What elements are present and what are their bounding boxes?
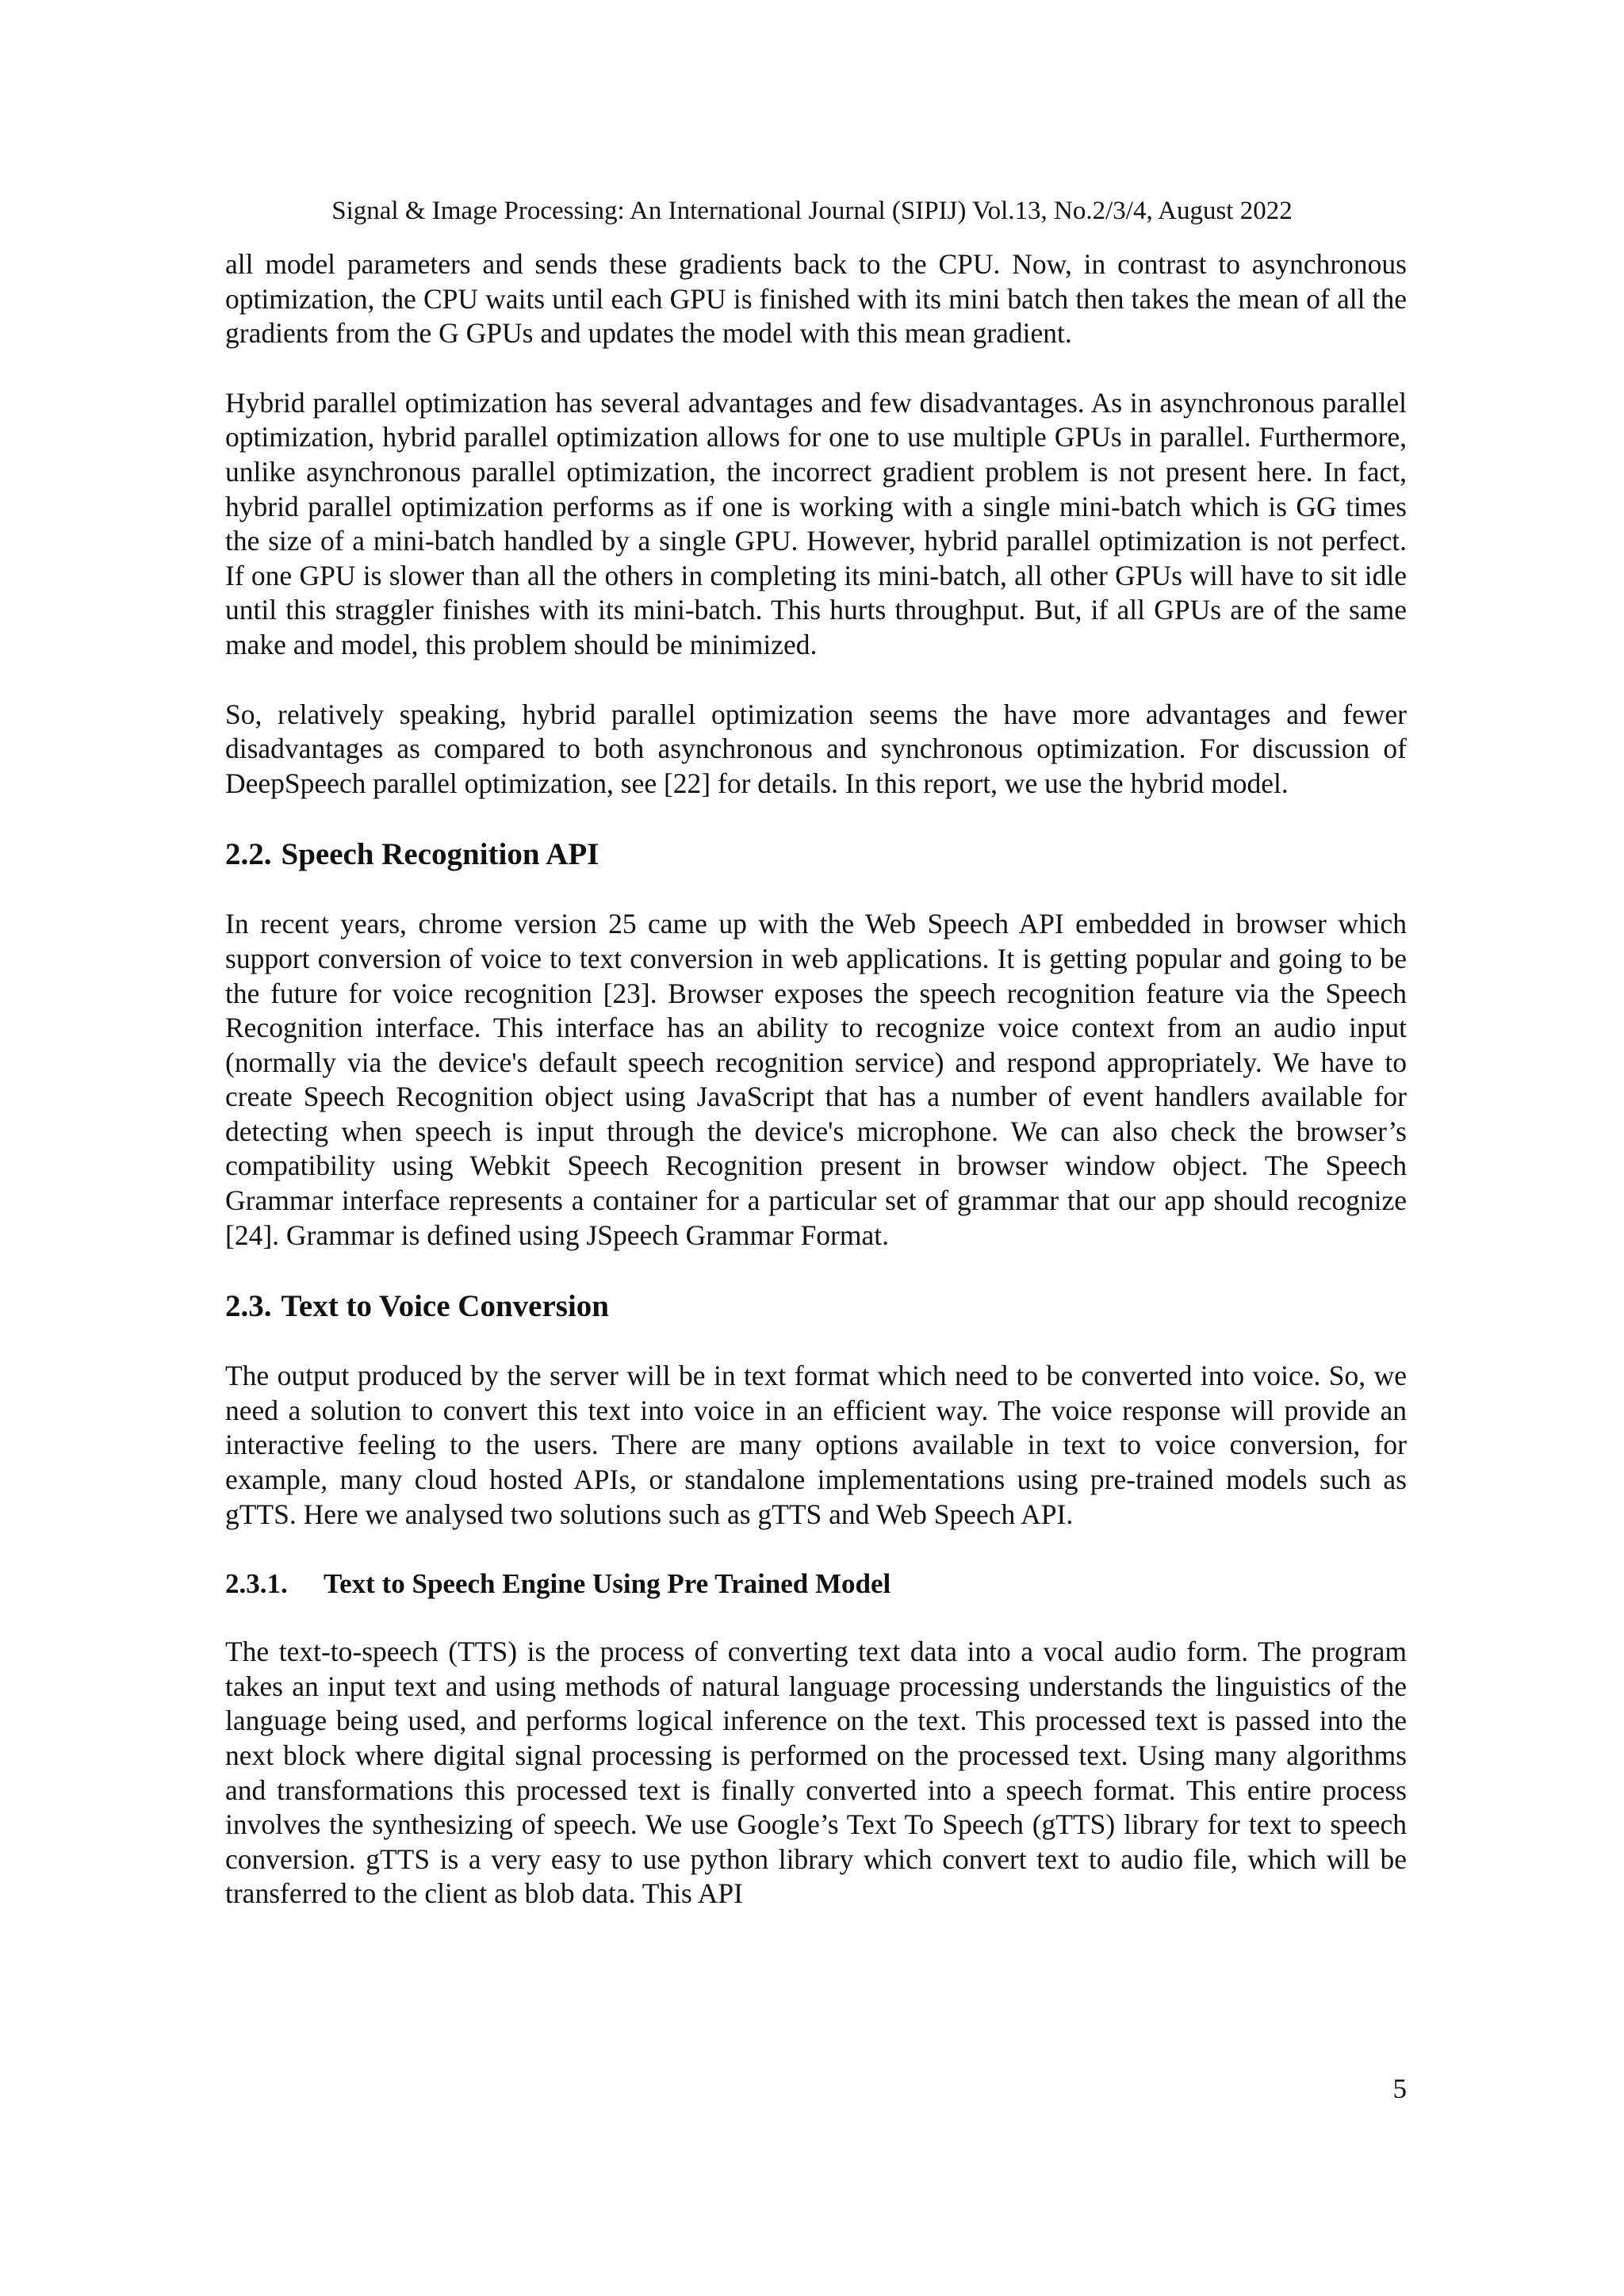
section-heading-text-to-voice bbox=[225, 1288, 1407, 1326]
section-title: Speech Recognition API bbox=[281, 837, 599, 872]
paragraph-text-to-voice: The output produced by the server will be in text format which need to be converted into voice. So, we need a solution to convert this text into voice in an efficient way. The voice response will provide an interactive feeling to the users. There are many options available in text to voice conversion, for example, many cloud hosted APIs, or standalone implementations using pre-trained models such as gTTS. Here we analysed two solutions such as gTTS and Web Speech API. bbox=[225, 1360, 1407, 1530]
paragraph-tts-engine: The text-to-speech (TTS) is the process of converting text data into a vocal audio form. The program takes an input text and using methods of natural language processing understands the linguistics of the language being used, and performs logical inference on the text. This processed text is passed into the next block where digital signal processing is performed on the processed text. Using many algorithms and transformations this processed text is finally converted into a speech format. This entire process involves the synthesizing of speech. We use Google’s Text To Speech (gTTS) library for text to speech conversion. gTTS is a very easy to use python library which convert text to audio file, which will be transferred to the client as blob data. This API bbox=[225, 1636, 1407, 1910]
paragraph-hybrid-advantages: Hybrid parallel optimization has several advantages and few disadvantages. As in asynchronous parallel optimization, hybrid parallel optimization allows for one to use multiple GPUs in parallel. Furthermore, unlike asynchronous parallel optimization, the incorrect gradient problem is not present here. In fact, hybrid parallel optimization performs as if one is working with a single mini-batch which is GG times the size of a mini-batch handled by a single GPU. However, hybrid parallel optimization is not perfect. If one GPU is slower than all the others in completing its mini-batch, all other GPUs will have to sit idle until this straggler finishes with its mini-batch. This hurts throughput. But, if all GPUs are of the same make and model, this problem should be minimized. bbox=[225, 386, 1407, 660]
subsection-heading-tts-engine bbox=[225, 1567, 1407, 1601]
section-heading-speech-recognition-api bbox=[225, 836, 1407, 874]
section-number: 2.2. bbox=[225, 837, 272, 872]
section-title: Text to Voice Conversion bbox=[281, 1289, 609, 1324]
paragraph-gradient-averaging: all model parameters and sends these gradients back to the CPU. Now, in contrast to asynchronous optimization, the CPU waits until each GPU is finished with its mini batch then takes the mean of all the gradients from the G GPUs and updates the model with this mean gradient. bbox=[225, 248, 1407, 350]
section-number: 2.3. bbox=[225, 1289, 272, 1324]
body-text bbox=[225, 247, 1407, 1946]
running-header: Signal & Image Processing: An International Journal (SIPIJ) Vol.13, No.2/3/4, August 2022 bbox=[331, 197, 1293, 225]
paragraph-hybrid-summary: So, relatively speaking, hybrid parallel optimization seems the have more advantages and fewer disadvantages as compared to both asynchronous and synchronous optimization. For discussion of DeepSpeech parallel optimization, see [22] for details. In this report, we use the hybrid model. bbox=[225, 698, 1407, 799]
subsection-number: 2.3.1. bbox=[225, 1568, 288, 1600]
paragraph-speech-recognition-api: In recent years, chrome version 25 came up with the Web Speech API embedded in browser which support conversion of voice to text conversion in web applications. It is getting popular and going to be the future for voice recognition [23]. Browser exposes the speech recognition feature via the Speech Recognition interface. This interface has an ability to recognize voice context from an audio input (normally via the device's default speech recognition service) and respond appropriately. We have to create Speech Recognition object using JavaScript that has a number of event handlers available for detecting when speech is input through the device's microphone. We can also check the browser’s compatibility using Webkit Speech Recognition present in browser window object. The Speech Grammar interface represents a container for a particular set of grammar that our app should recognize [24]. Grammar is defined using JSpeech Grammar Format. bbox=[225, 908, 1407, 1251]
page-number: 5 bbox=[1392, 2073, 1407, 2104]
subsection-title: Text to Speech Engine Using Pre Trained Model bbox=[324, 1568, 891, 1600]
